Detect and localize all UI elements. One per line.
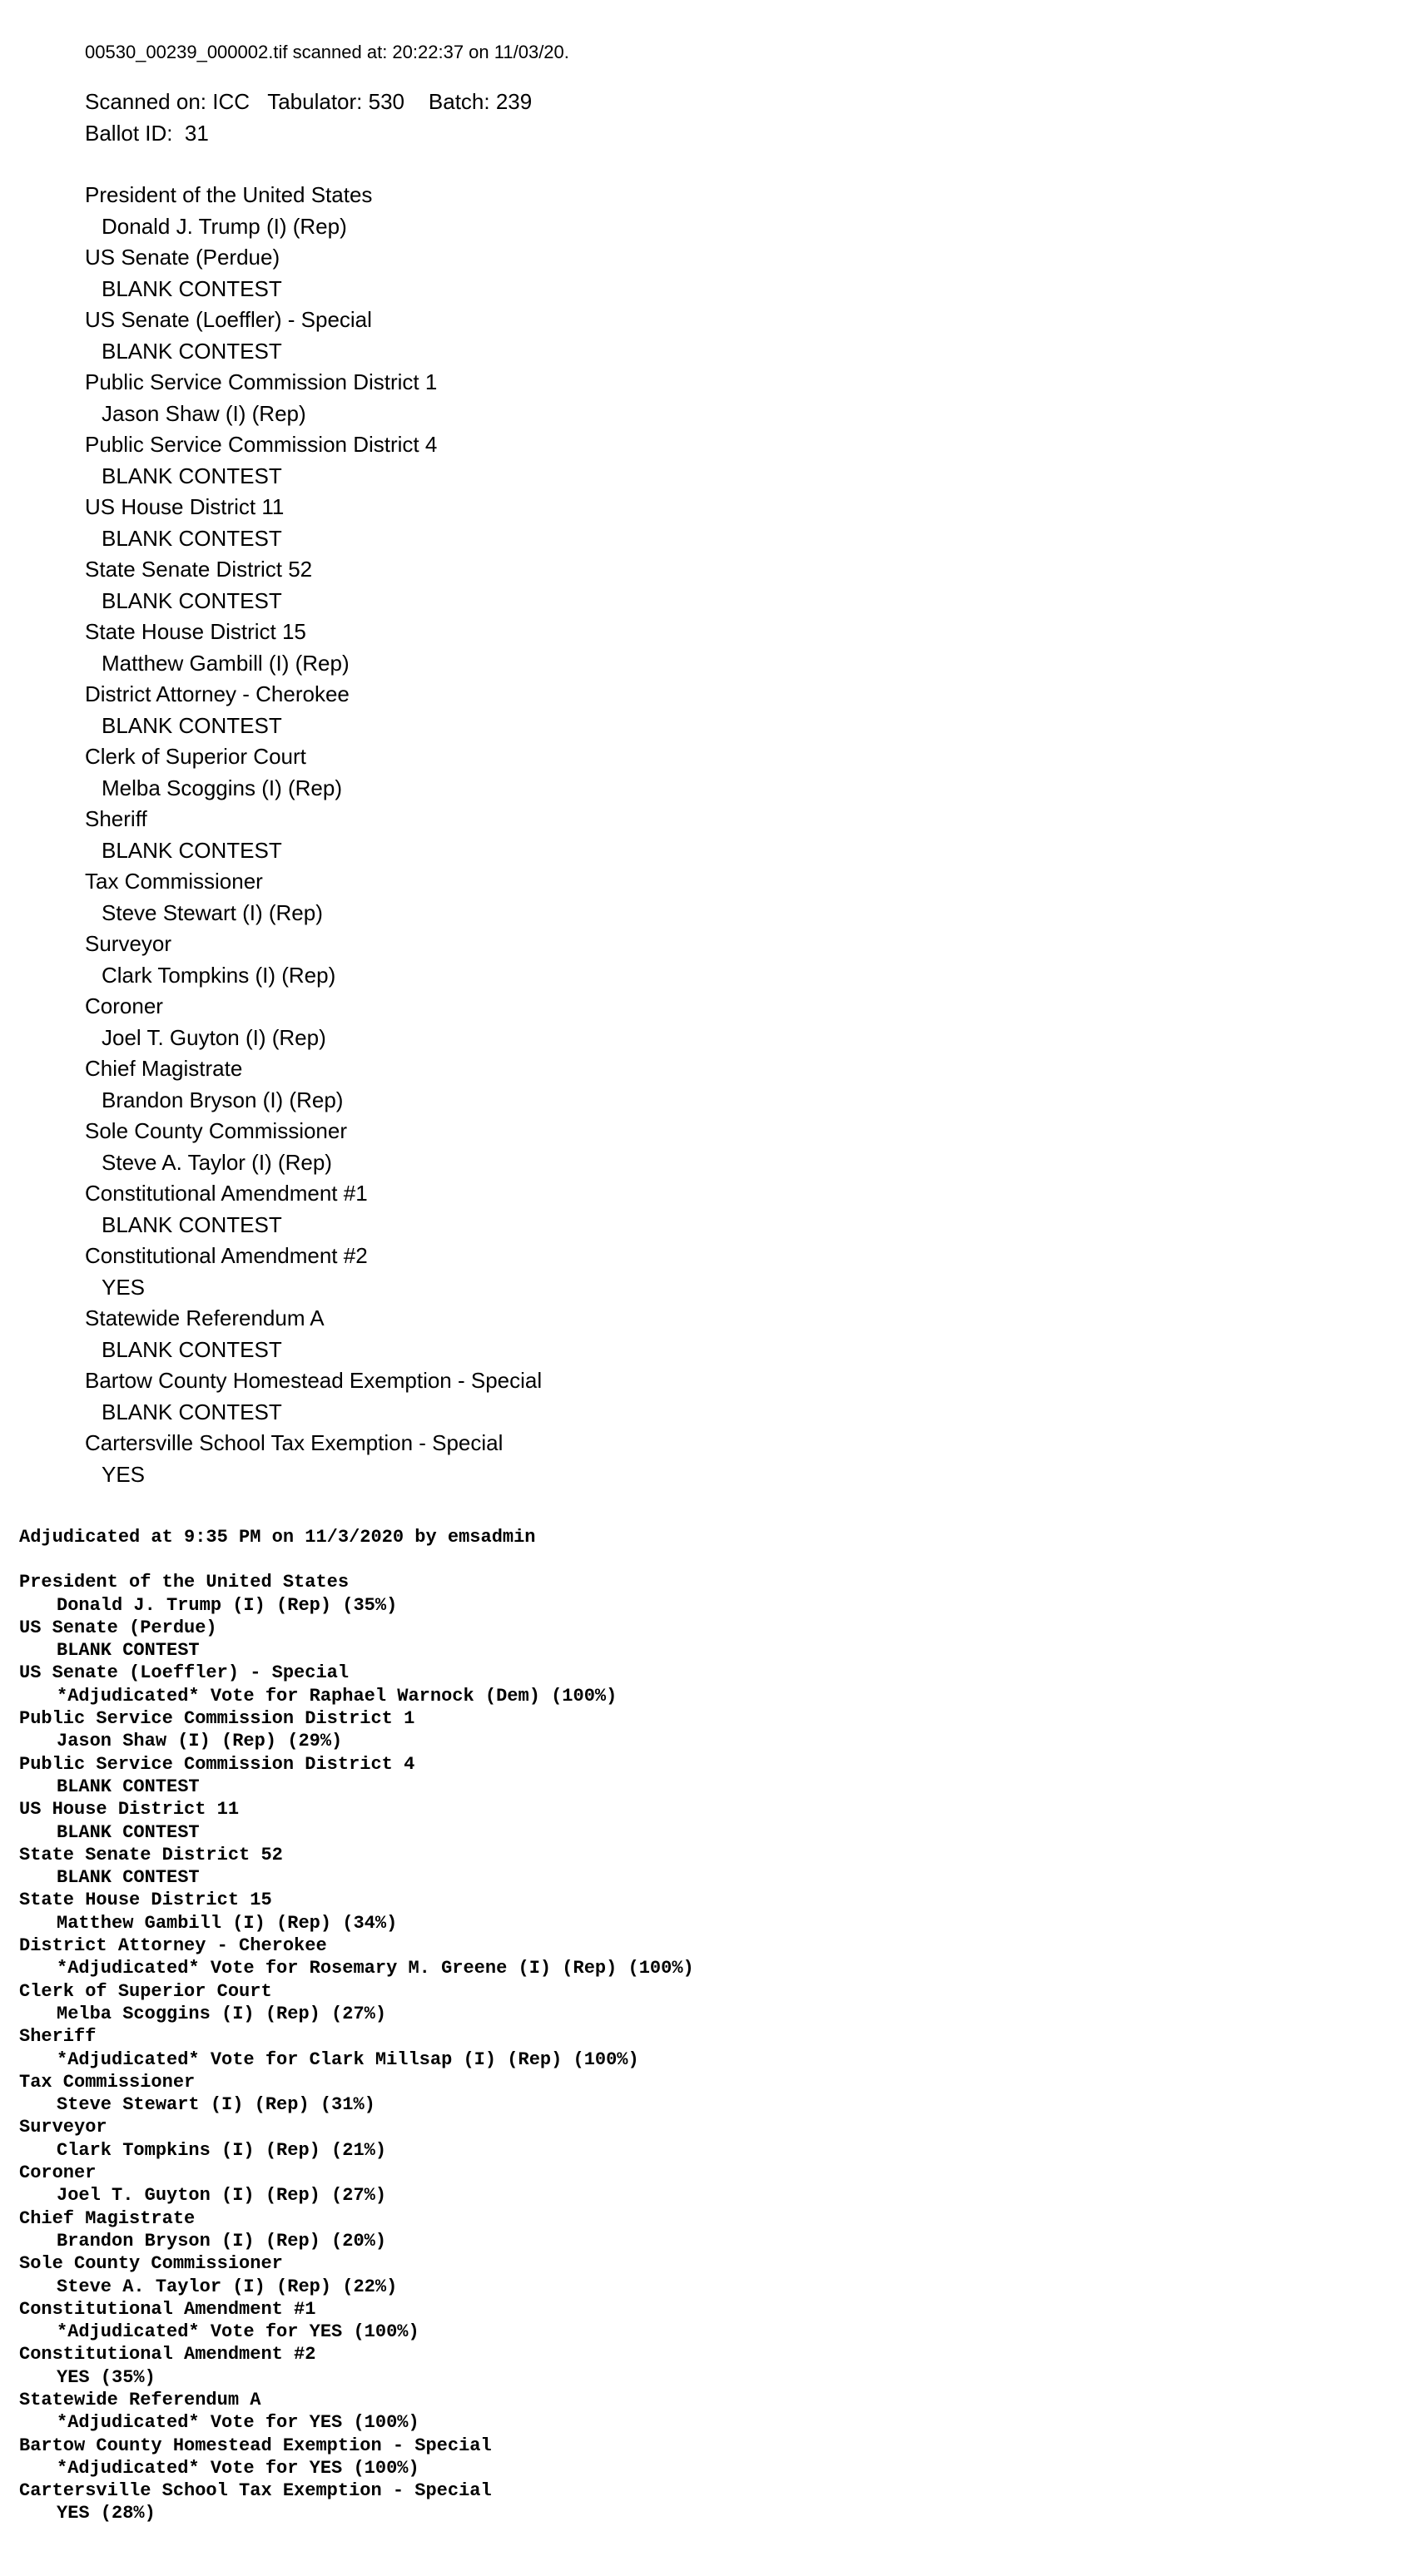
adjudicated-contest-title: US Senate (Loeffler) - Special [19,1662,350,1684]
adjudicated-contest [19,1844,1392,1890]
scanned-contest-choice: Brandon Bryson (I) (Rep) [102,1087,344,1112]
scanned-contest-title: District Attorney - Cherokee [85,681,350,706]
scanned-contest-choice: YES [102,1461,146,1487]
adjudicated-contest [19,2435,1392,2480]
adjudicated-contest-title: US House District 11 [19,1799,240,1821]
adjudicated-contest-choice: Joel T. Guyton (I) (Rep) (27%) [57,2185,387,2207]
adjudicated-contest-choice: Brandon Bryson (I) (Rep) (20%) [57,2230,387,2252]
adjudicated-contest-title: Coroner [19,2162,97,2184]
adjudicated-contest-title: President of the United States [19,1572,350,1593]
scanned-contest-choice: Steve Stewart (I) (Rep) [102,899,323,925]
adjudicated-contest-title: Clerk of Superior Court [19,1980,272,2002]
adjudicated-contest-choice: YES (35%) [57,2366,156,2388]
scanned-contest-choice: BLANK CONTEST [102,587,282,613]
scanned-contest-choice: BLANK CONTEST [102,525,282,551]
scanned-ballot-section [85,40,1333,1490]
adjudicated-contest-choice: Melba Scoggins (I) (Rep) (27%) [57,2003,387,2024]
scanned-contest [85,929,1333,991]
adjudicated-contest-choice: BLANK CONTEST [57,1821,200,1843]
scan-metadata [85,87,1333,149]
adjudicated-contest [19,1617,1392,1662]
scanned-contest [85,617,1333,679]
adjudicated-contest [19,1662,1392,1707]
scanned-contest [85,1116,1333,1178]
scanned-contest [85,866,1333,929]
scanned-contest-title: Clerk of Superior Court [85,744,306,769]
scanned-contest [85,492,1333,554]
scanned-contest-choice: Donald J. Trump (I) (Rep) [102,213,347,239]
scanned-contest-title: State Senate District 52 [85,557,313,582]
scanned-contest-title: Sheriff [85,806,147,831]
scanned-contest-choice: BLANK CONTEST [102,1336,282,1362]
scanned-contest-title: Constitutional Amendment #2 [85,1243,368,1268]
adjudicated-contest-choice: Donald J. Trump (I) (Rep) (35%) [57,1594,398,1616]
scanned-contest-title: Cartersville School Tax Exemption - Special [85,1430,504,1455]
scanned-contest [85,180,1333,242]
scanned-contest-title: Coroner [85,993,163,1018]
scanned-contest [85,429,1333,492]
adjudicated-contest-choice: BLANK CONTEST [57,1776,200,1797]
scanned-contest-title: Public Service Commission District 4 [85,432,438,457]
scanned-on-line: Scanned on: ICC Tabulator: 530 Batch: 239 [85,89,533,114]
adjudicated-contest-title: Statewide Referendum A [19,2389,261,2410]
adjudicated-contest [19,2071,1392,2117]
scanned-contest [85,1428,1333,1490]
scanned-contest-title: Surveyor [85,931,172,956]
scanned-contest [85,305,1333,367]
adjudicated-contest [19,1798,1392,1844]
adjudicated-contest [19,1889,1392,1934]
adjudicated-contest-title: Surveyor [19,2117,107,2138]
adjudicated-contest-title: Sheriff [19,2026,97,2048]
scanned-contest [85,679,1333,741]
adjudication-section [19,1526,1392,2525]
scanned-contest-choice: Clark Tompkins (I) (Rep) [102,962,336,988]
scanned-contest-choice: BLANK CONTEST [102,837,282,863]
scanned-contest [85,367,1333,429]
scanned-contest-title: Statewide Referendum A [85,1305,325,1330]
adjudicated-contest-choice: *Adjudicated* Vote for YES (100%) [57,2321,419,2343]
adjudicated-contest [19,1707,1392,1753]
adjudicated-contest-list [19,1571,1392,2524]
scanned-contest [85,1365,1333,1428]
scanned-contest-choice: BLANK CONTEST [102,712,282,738]
adjudicated-contest-choice: Steve Stewart (I) (Rep) (31%) [57,2094,375,2116]
scanned-contest-choice: Melba Scoggins (I) (Rep) [102,775,342,800]
adjudicated-contest-choice: *Adjudicated* Vote for Clark Millsap (I) (Rep) (100%) [57,2048,639,2070]
scanned-contest-choice: Matthew Gambill (I) (Rep) [102,650,350,676]
adjudicated-contest-choice: YES (28%) [57,2503,156,2524]
adjudicated-contest [19,2389,1392,2435]
adjudicated-contest-choice: Jason Shaw (I) (Rep) (29%) [57,1731,343,1752]
scanned-contest-choice: BLANK CONTEST [102,275,282,301]
scanned-contest-choice: BLANK CONTEST [102,1399,282,1424]
scanned-contest [85,1178,1333,1241]
adjudicated-contest-title: Sole County Commissioner [19,2253,283,2275]
adjudicated-contest-title: Public Service Commission District 1 [19,1708,415,1730]
adjudicated-contest-title: Public Service Commission District 4 [19,1753,415,1775]
adjudicated-contest [19,2116,1392,2162]
scanned-contest-title: Chief Magistrate [85,1056,243,1081]
adjudicated-contest-title: Constitutional Amendment #2 [19,2344,316,2365]
adjudicated-contest [19,1753,1392,1799]
scanned-contest-choice: BLANK CONTEST [102,1211,282,1237]
scanned-contest-choice: Joel T. Guyton (I) (Rep) [102,1024,326,1050]
scanned-contest-title: Sole County Commissioner [85,1118,348,1143]
adjudicated-contest-choice: Clark Tompkins (I) (Rep) (21%) [57,2139,387,2161]
adjudicated-contest [19,1571,1392,1617]
scanned-contest [85,1241,1333,1303]
adjudicated-contest-choice: Steve A. Taylor (I) (Rep) (22%) [57,2276,398,2297]
adjudicated-contest [19,2252,1392,2298]
scanned-contest [85,1053,1333,1116]
adjudicated-contest-choice: BLANK CONTEST [57,1640,200,1662]
adjudicated-contest [19,1934,1392,1980]
scanned-contest [85,741,1333,804]
scanned-contest [85,991,1333,1053]
adjudicated-contest [19,1980,1392,2026]
adjudicated-contest-title: Constitutional Amendment #1 [19,2298,316,2320]
scanned-contest-choice: Steve A. Taylor (I) (Rep) [102,1149,332,1175]
adjudicated-contest-title: State House District 15 [19,1890,272,1911]
scanned-contest-title: President of the United States [85,182,373,207]
adjudicated-contest [19,2343,1392,2389]
scanned-contest [85,554,1333,617]
scanned-contest-choice: BLANK CONTEST [102,338,282,364]
scanned-contest-title: US House District 11 [85,494,285,519]
adjudicated-contest [19,2025,1392,2071]
adjudicated-contest [19,2298,1392,2344]
ballot-id-line: Ballot ID: 31 [85,120,209,146]
scanned-contest-choice: YES [102,1274,146,1300]
adjudicated-contest [19,2207,1392,2253]
adjudicated-contest-title: Bartow County Homestead Exemption - Special [19,2435,492,2456]
scanned-contest-title: US Senate (Loeffler) - Special [85,307,372,332]
adjudicated-contest-choice: *Adjudicated* Vote for Rosemary M. Greene (I) (Rep) (100%) [57,1958,694,1979]
adjudicated-contest-title: US Senate (Perdue) [19,1617,217,1638]
scanned-contest-list [85,180,1333,1490]
scanned-contest-title: US Senate (Perdue) [85,245,280,270]
scanned-contest-title: State House District 15 [85,619,306,644]
scanned-contest-title: Bartow County Homestead Exemption - Special [85,1368,543,1393]
adjudicated-contest-title: Chief Magistrate [19,2207,196,2229]
scanned-contest-choice: Jason Shaw (I) (Rep) [102,400,306,426]
adjudicated-contest [19,2479,1392,2525]
adjudicated-contest-title: State Senate District 52 [19,1844,283,1865]
adjudicated-contest-choice: *Adjudicated* Vote for YES (100%) [57,2412,419,2434]
adjudicated-contest-choice: BLANK CONTEST [57,1867,200,1889]
adjudicated-contest-choice: *Adjudicated* Vote for Raphael Warnock (Dem) (100%) [57,1685,618,1707]
scanned-contest-title: Constitutional Amendment #1 [85,1181,368,1206]
scan-file-header: 00530_00239_000002.tif scanned at: 20:22:37 on 11/03/20. [85,42,569,62]
adjudicated-contest [19,2162,1392,2207]
adjudicated-contest-title: District Attorney - Cherokee [19,1935,327,1957]
adjudicated-contest-choice: Matthew Gambill (I) (Rep) (34%) [57,1912,398,1934]
scanned-contest-title: Public Service Commission District 1 [85,369,438,394]
adjudicated-contest-title: Tax Commissioner [19,2071,196,2093]
adjudication-header: Adjudicated at 9:35 PM on 11/3/2020 by emsadmin [19,1527,536,1548]
scanned-contest [85,804,1333,866]
scanned-contest [85,1303,1333,1365]
scanned-contest-title: Tax Commissioner [85,869,263,894]
adjudicated-contest-choice: *Adjudicated* Vote for YES (100%) [57,2457,419,2479]
adjudicated-contest-title: Cartersville School Tax Exemption - Special [19,2480,492,2502]
scanned-contest-choice: BLANK CONTEST [102,463,282,488]
scanned-contest [85,242,1333,305]
